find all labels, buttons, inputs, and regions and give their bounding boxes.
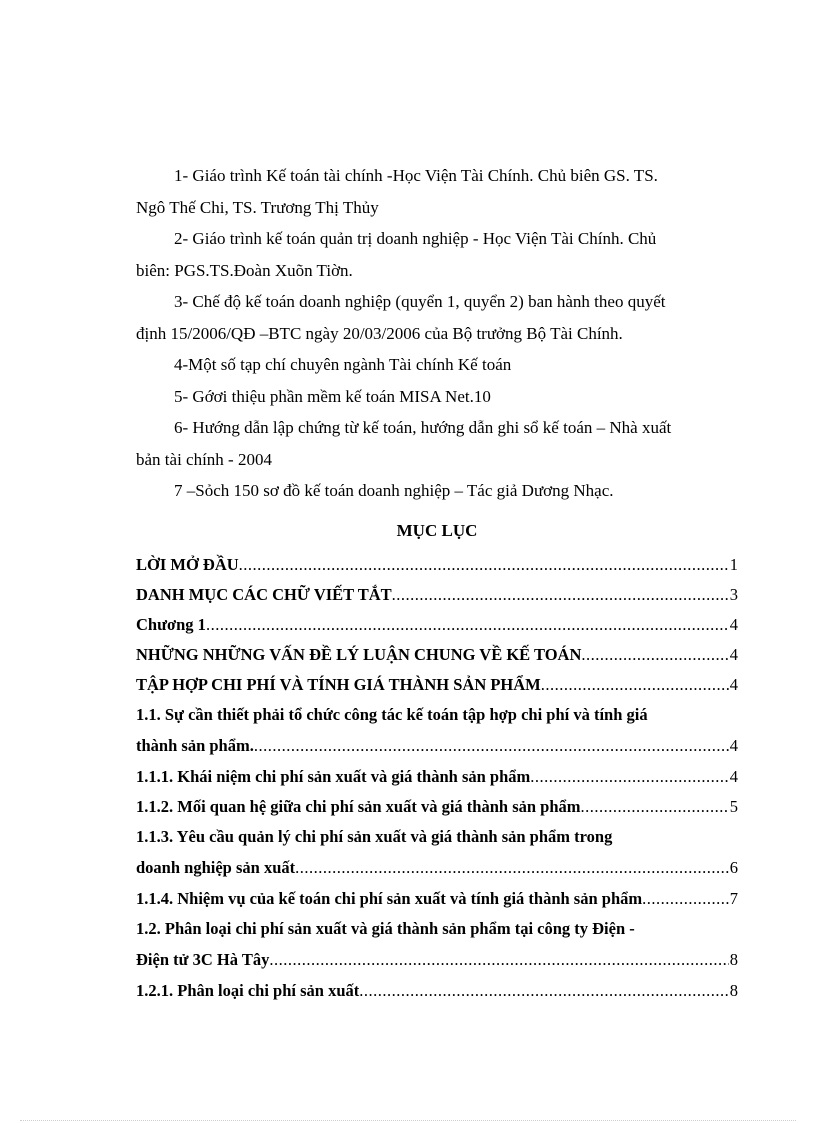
toc-leader-dots xyxy=(581,640,728,670)
toc-leader-dots xyxy=(254,730,729,762)
toc-entry-text: 1.1.4. Nhiệm vụ của kế toán chi phí sản xuất và tính giá thành sản phẩm xyxy=(136,889,643,908)
reference-text-continued: biên: PGS.TS.Đoàn Xuõn Tiờn. xyxy=(136,260,353,280)
reference-item xyxy=(136,381,738,413)
toc-page-number: 7 xyxy=(729,889,738,908)
toc-leader-dots xyxy=(239,550,729,580)
toc-entry[interactable] xyxy=(136,640,738,670)
reference-text: 3- Chế độ kế toán doanh nghiệp (quyển 1, quyển 2) ban hành theo quyết xyxy=(174,292,666,311)
toc-title: MỤC LỤC xyxy=(396,521,478,540)
page-bottom-divider xyxy=(20,1120,796,1121)
toc-entry-text: Chương 1 xyxy=(136,615,206,634)
toc-entry-text: 1.1. Sự cần thiết phải tổ chức công tác kế toán tập hợp chi phí và tính giá xyxy=(136,705,648,724)
toc-leader-dots xyxy=(269,944,728,976)
toc-page-number: 1 xyxy=(729,555,738,574)
toc-entry-continued[interactable] xyxy=(136,852,738,884)
toc-page-number: 6 xyxy=(729,858,738,877)
toc-page-number: 8 xyxy=(729,981,738,1000)
reference-item xyxy=(136,475,738,507)
toc-page-number: 4 xyxy=(729,645,738,664)
toc-page-number: 4 xyxy=(729,615,738,634)
toc-entry-text: DANH MỤC CÁC CHỮ VIẾT TẮT xyxy=(136,585,392,604)
toc-entry-text: TẬP HỢP CHI PHÍ VÀ TÍNH GIÁ THÀNH SẢN PHẨM xyxy=(136,675,541,694)
toc-leader-dots xyxy=(206,610,729,640)
toc-entry-text: doanh nghiệp sản xuất xyxy=(136,858,296,877)
toc-entry-text: 1.1.2. Mối quan hệ giữa chi phí sản xuất và giá thành sản phẩm xyxy=(136,797,581,816)
reference-text: 1- Giáo trình Kế toán tài chính -Học Viện Tài Chính. Chủ biên GS. TS. xyxy=(174,166,658,185)
toc-page-number: 4 xyxy=(729,675,738,694)
toc-entry-text: Điện tử 3C Hà Tây xyxy=(136,950,270,969)
toc-entry-text: LỜI MỞ ĐẦU xyxy=(136,555,239,574)
toc-leader-dots xyxy=(295,852,729,884)
toc-entry-text: 1.1.3. Yêu cầu quản lý chi phí sản xuất và giá thành sản phẩm trong xyxy=(136,827,613,846)
toc-entry[interactable] xyxy=(136,976,738,1006)
reference-item xyxy=(136,349,738,381)
reference-text-continued: định 15/2006/QĐ –BTC ngày 20/03/2006 của Bộ trưởng Bộ Tài Chính. xyxy=(136,323,623,343)
toc-entry[interactable] xyxy=(136,700,738,730)
toc-leader-dots xyxy=(359,976,728,1006)
toc-entry-text: 1.1.1. Khái niệm chi phí sản xuất và giá thành sản phẩm xyxy=(136,767,531,786)
reference-item xyxy=(136,412,738,475)
toc-leader-dots xyxy=(642,884,729,914)
toc-entry[interactable] xyxy=(136,884,738,914)
toc-entry[interactable] xyxy=(136,580,738,610)
reference-text: 2- Giáo trình kế toán quản trị doanh nghiệp - Học Viện Tài Chính. Chủ xyxy=(174,229,657,248)
toc-leader-dots xyxy=(530,762,728,792)
toc-leader-dots xyxy=(541,670,729,700)
toc-entry-continued[interactable] xyxy=(136,730,738,762)
toc-entry[interactable] xyxy=(136,822,738,852)
toc-entry-continued[interactable] xyxy=(136,944,738,976)
reference-item xyxy=(136,286,738,349)
reference-item xyxy=(136,223,738,286)
reference-list xyxy=(136,160,738,507)
toc-entry-text: thành sản phẩm. xyxy=(136,736,254,755)
reference-text: 5- Gớơi thiệu phần mềm kế toán MISA Net.10 xyxy=(174,386,491,406)
toc-leader-dots xyxy=(392,580,729,610)
reference-text-continued: Ngô Thế Chi, TS. Trương Thị Thủy xyxy=(136,197,379,217)
toc-leader-dots xyxy=(581,792,729,822)
toc-page-number: 4 xyxy=(729,767,738,786)
toc-page-number: 8 xyxy=(729,950,738,969)
reference-text: 7 –Sỏch 150 sơ đồ kế toán doanh nghiệp – Tác giả Dương Nhạc. xyxy=(174,481,614,500)
toc-page-number: 3 xyxy=(729,585,738,604)
toc-entry[interactable] xyxy=(136,550,738,580)
reference-text: 6- Hướng dẫn lập chứng từ kế toán, hướng dẫn ghi sổ kế toán – Nhà xuất xyxy=(174,418,672,437)
toc-entry-text: 1.2. Phân loại chi phí sản xuất và giá thành sản phẩm tại công ty Điện - xyxy=(136,919,635,938)
table-of-contents xyxy=(136,550,738,1006)
toc-page-number: 5 xyxy=(729,797,738,816)
toc-entry[interactable] xyxy=(136,670,738,700)
toc-page-number: 4 xyxy=(729,736,738,755)
toc-entry-text: 1.2.1. Phân loại chi phí sản xuất xyxy=(136,981,360,1000)
toc-entry[interactable] xyxy=(136,914,738,944)
toc-entry[interactable] xyxy=(136,792,738,822)
reference-text-continued: bản tài chính - 2004 xyxy=(136,449,272,469)
toc-entry[interactable] xyxy=(136,610,738,640)
reference-text: 4-Một số tạp chí chuyên ngành Tài chính Kế toán xyxy=(174,355,512,374)
toc-entry-text: NHỮNG NHỮNG VẤN ĐỀ LÝ LUẬN CHUNG VỀ KẾ TOÁN xyxy=(136,645,582,664)
toc-entry[interactable] xyxy=(136,762,738,792)
reference-item xyxy=(136,160,738,223)
